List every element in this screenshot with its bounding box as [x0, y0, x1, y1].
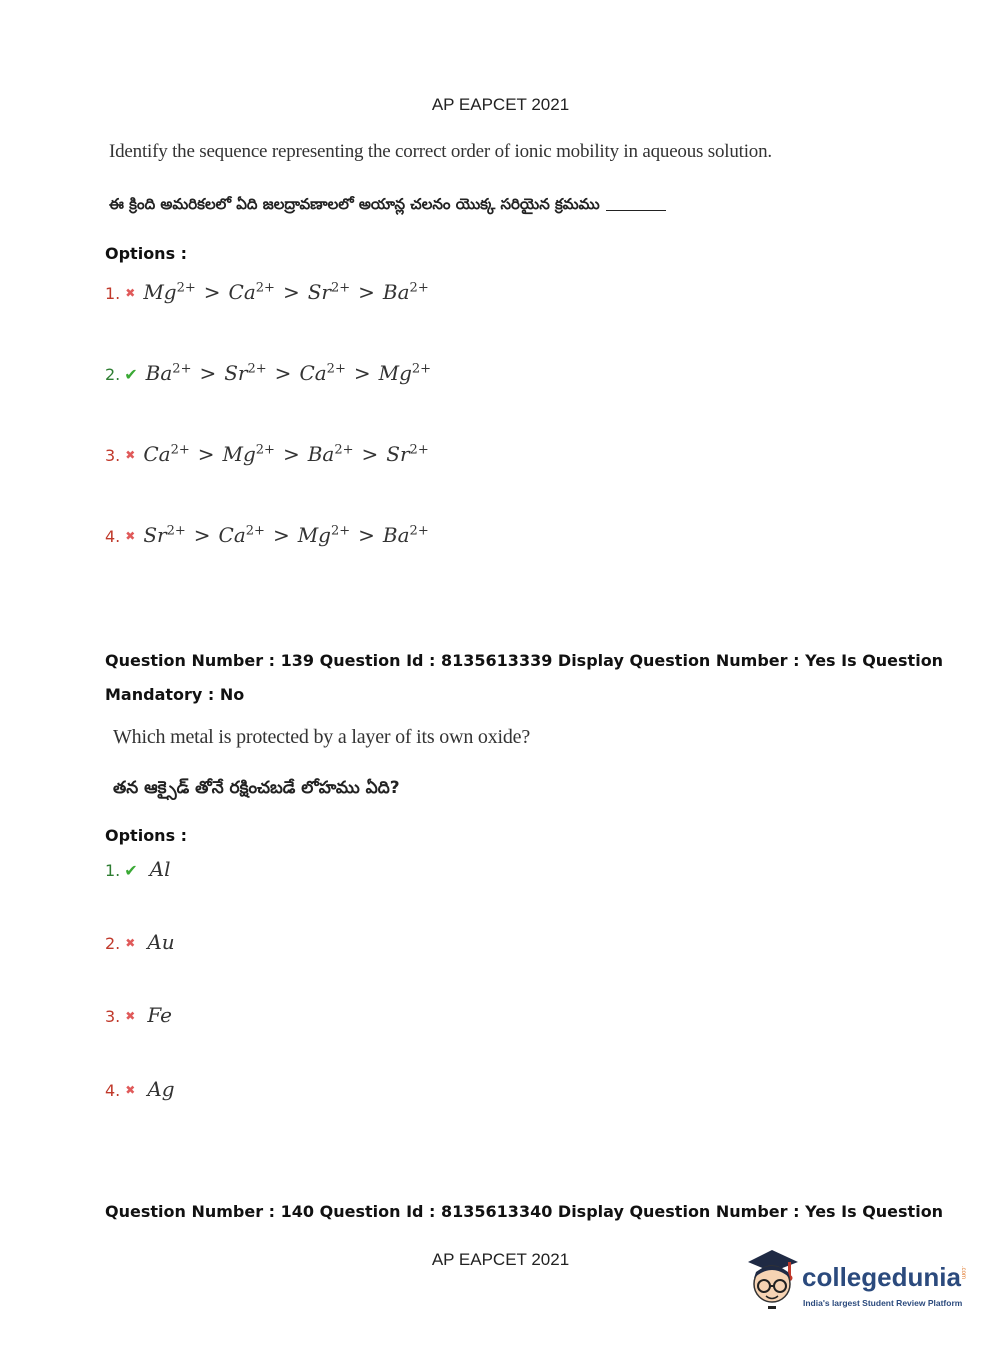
question-138-text-en: Identify the sequence representing the correct order of ionic mobility in aqueous solution. [109, 141, 772, 162]
option-row[interactable] [105, 1003, 172, 1027]
ion-charge: 2+ [409, 442, 429, 458]
ion: $Sr^{2+}$ [307, 280, 351, 304]
logo-tagline: India's largest Student Review Platform [803, 1298, 963, 1308]
question-139-meta-line2: Mandatory : No [105, 685, 245, 704]
greater-than-sign: > [203, 280, 221, 304]
question-140-meta-line1: Question Number : 140 Question Id : 8135613340 Display Question Number : Yes Is Question [105, 1202, 944, 1221]
option-number: 3. [105, 446, 121, 465]
ion: $Ba^{2+}$ [307, 442, 354, 466]
option-number: 4. [105, 527, 121, 546]
option-formula [143, 280, 428, 304]
option-row[interactable] [105, 1077, 175, 1101]
ion: $Ba^{2+}$ [145, 361, 192, 385]
ion: $Ba^{2+}$ [382, 523, 429, 547]
ion-charge: 2+ [330, 280, 351, 296]
ion: $Mg^{2+}$ [222, 442, 275, 466]
ion-charge: 2+ [409, 523, 429, 539]
option-text: Ag [147, 1077, 175, 1101]
ion: $Mg^{2+}$ [143, 280, 196, 304]
check-icon: ✔ [124, 365, 138, 384]
logo-suffix: .com [960, 1266, 966, 1280]
ion: $Mg^{2+}$ [378, 361, 432, 385]
ion-charge: 2+ [176, 280, 196, 296]
option-text: Au [147, 930, 175, 954]
ion-charge: 2+ [255, 280, 275, 296]
option-row[interactable] [105, 442, 429, 466]
ion: $Sr^{2+}$ [143, 523, 186, 547]
option-formula [146, 361, 431, 385]
answer-blank [606, 209, 666, 211]
greater-than-sign: > [274, 361, 292, 385]
ion-charge: 2+ [334, 442, 354, 458]
greater-than-sign: > [193, 523, 211, 547]
ion-charge: 2+ [330, 523, 351, 539]
cross-icon: ✖ [125, 286, 136, 300]
ion: $Ca^{2+}$ [299, 361, 346, 385]
greater-than-sign: > [197, 442, 215, 466]
ion-charge: 2+ [411, 361, 432, 377]
cross-icon: ✖ [125, 529, 136, 543]
option-number: 1. [105, 861, 121, 880]
option-row[interactable] [105, 857, 171, 881]
option-row[interactable] [105, 280, 429, 304]
collegedunia-logo [742, 1248, 972, 1318]
greater-than-sign: > [199, 361, 217, 385]
logo-wordmark: collegedunia [802, 1262, 961, 1292]
greater-than-sign: > [282, 442, 300, 466]
greater-than-sign: > [361, 442, 379, 466]
question-139-text-te: తన ఆక్సైడ్ తోనే రక్షించబడే లోహము ఏది? [113, 778, 400, 798]
question-138-text-te: ఈ క్రింది అమరికలలో ఏది జలద్రావణాలలో అయాన్ల చలనం యొక్క సరియైన క్రమము [109, 195, 600, 213]
question-138-text-te-row [109, 194, 666, 217]
options-label: Options : [105, 244, 188, 263]
ion: $Ca^{2+}$ [143, 442, 190, 466]
greater-than-sign: > [358, 280, 375, 304]
option-text: Fe [147, 1003, 172, 1027]
ion-charge: 2+ [247, 361, 267, 377]
page-header-title: AP EAPCET 2021 [431, 95, 570, 114]
option-row[interactable] [105, 523, 429, 547]
ion: $Ba^{2+}$ [382, 280, 429, 304]
ion: $Mg^{2+}$ [297, 523, 351, 547]
ion-charge: 2+ [409, 280, 429, 296]
option-formula [143, 442, 428, 466]
greater-than-sign: > [353, 361, 371, 385]
ion-charge: 2+ [170, 442, 190, 458]
option-number: 1. [105, 284, 121, 303]
cross-icon: ✖ [125, 936, 136, 950]
ion-charge: 2+ [255, 442, 275, 458]
option-row[interactable] [105, 361, 431, 385]
question-139-text-en: Which metal is protected by a layer of its own oxide? [113, 726, 531, 748]
option-number: 4. [105, 1081, 121, 1100]
cross-icon: ✖ [125, 448, 136, 462]
option-text: Al [149, 857, 171, 881]
cross-icon: ✖ [125, 1009, 136, 1023]
mascot-icon [742, 1248, 802, 1312]
option-number: 2. [105, 934, 121, 953]
option-formula [143, 523, 428, 547]
question-139-meta-line1: Question Number : 139 Question Id : 8135613339 Display Question Number : Yes Is Question [105, 651, 944, 670]
ion-charge: 2+ [326, 361, 346, 377]
ion: $Sr^{2+}$ [224, 361, 267, 385]
ion: $Ca^{2+}$ [218, 523, 265, 547]
ion-charge: 2+ [166, 523, 186, 539]
option-row[interactable] [105, 930, 175, 954]
page-footer-title: AP EAPCET 2021 [431, 1250, 570, 1269]
cross-icon: ✖ [125, 1083, 136, 1097]
ion-charge: 2+ [245, 523, 265, 539]
ion: $Ca^{2+}$ [228, 280, 275, 304]
check-icon: ✔ [124, 861, 138, 880]
greater-than-sign: > [282, 280, 300, 304]
greater-than-sign: > [272, 523, 290, 547]
option-number: 3. [105, 1007, 121, 1026]
options-label: Options : [105, 826, 188, 845]
ion-charge: 2+ [172, 361, 192, 377]
ion: $Sr^{2+}$ [386, 442, 429, 466]
greater-than-sign: > [358, 523, 375, 547]
option-number: 2. [105, 365, 121, 384]
